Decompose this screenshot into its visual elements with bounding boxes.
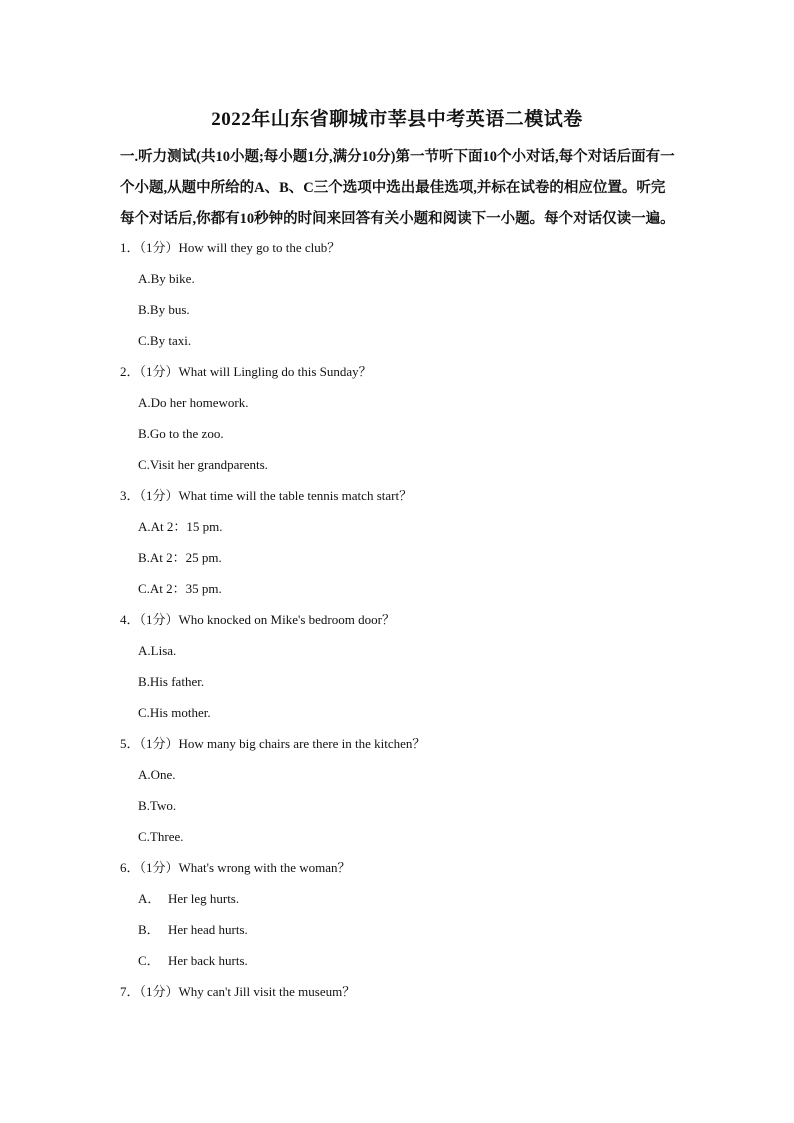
- question-list: [120, 232, 680, 1007]
- question-4-option-c: C.His mother.: [138, 705, 211, 720]
- option-text: Her leg hurts.: [168, 891, 240, 906]
- question-5-option-a: A.One.: [138, 767, 176, 782]
- option-letter: C．: [138, 953, 160, 968]
- option-text: Her head hurts.: [168, 922, 248, 937]
- question-5: 5．（1分）How many big chairs are there in the kitchen？: [120, 736, 426, 751]
- question-2-option-c: C.Visit her grandparents.: [138, 457, 268, 472]
- question-2-option-b: B.Go to the zoo.: [138, 426, 224, 441]
- question-4-option-b: B.His father.: [138, 674, 205, 689]
- question-6-option-b: [120, 914, 680, 945]
- option-letter: A．: [138, 891, 161, 906]
- question-6: 6．（1分）What's wrong with the woman？: [120, 860, 351, 875]
- question-1-option-b: B.By bus.: [138, 302, 190, 317]
- question-1-option-a: A.By bike.: [138, 271, 195, 286]
- question-6-option-a: [120, 883, 680, 914]
- question-7: 7．（1分）Why can't Jill visit the museum？: [120, 984, 356, 999]
- question-3-option-c: C.At 2：35 pm.: [138, 581, 222, 596]
- question-2-option-a: A.Do her homework.: [138, 395, 249, 410]
- question-5-option-b: B.Two.: [138, 798, 177, 813]
- question-3-option-b: B.At 2：25 pm.: [138, 550, 222, 565]
- page-title: 2022年山东省聊城市莘县中考英语二模试卷: [211, 109, 583, 130]
- question-4-option-a: A.Lisa.: [138, 643, 177, 658]
- question-1-option-c: C.By taxi.: [138, 333, 192, 348]
- section-instructions: 一.听力测试(共10小题;每小题1分,满分10分)第一节听下面10个小对话,每个对话后面有一个小题,从题中所给的A、B、C三个选项中选出最佳选项,并标在试卷的相应位置。听完每个对话后,你都有10秒钟的时间来回答有关小题和阅读下一小题。每个对话仅读一遍。: [120, 149, 675, 227]
- option-letter: B．: [138, 922, 160, 937]
- question-1: 1．（1分）How will they go to the club？: [120, 240, 341, 255]
- question-6-option-c: [120, 945, 680, 976]
- question-2: 2．（1分）What will Lingling do this Sunday？: [120, 364, 372, 379]
- question-3: 3．（1分）What time will the table tennis match start？: [120, 488, 413, 503]
- option-text: Her back hurts.: [168, 953, 248, 968]
- question-3-option-a: A.At 2：15 pm.: [138, 519, 223, 534]
- question-5-option-c: C.Three.: [138, 829, 184, 844]
- question-4: 4．（1分）Who knocked on Mike's bedroom door？: [120, 612, 395, 627]
